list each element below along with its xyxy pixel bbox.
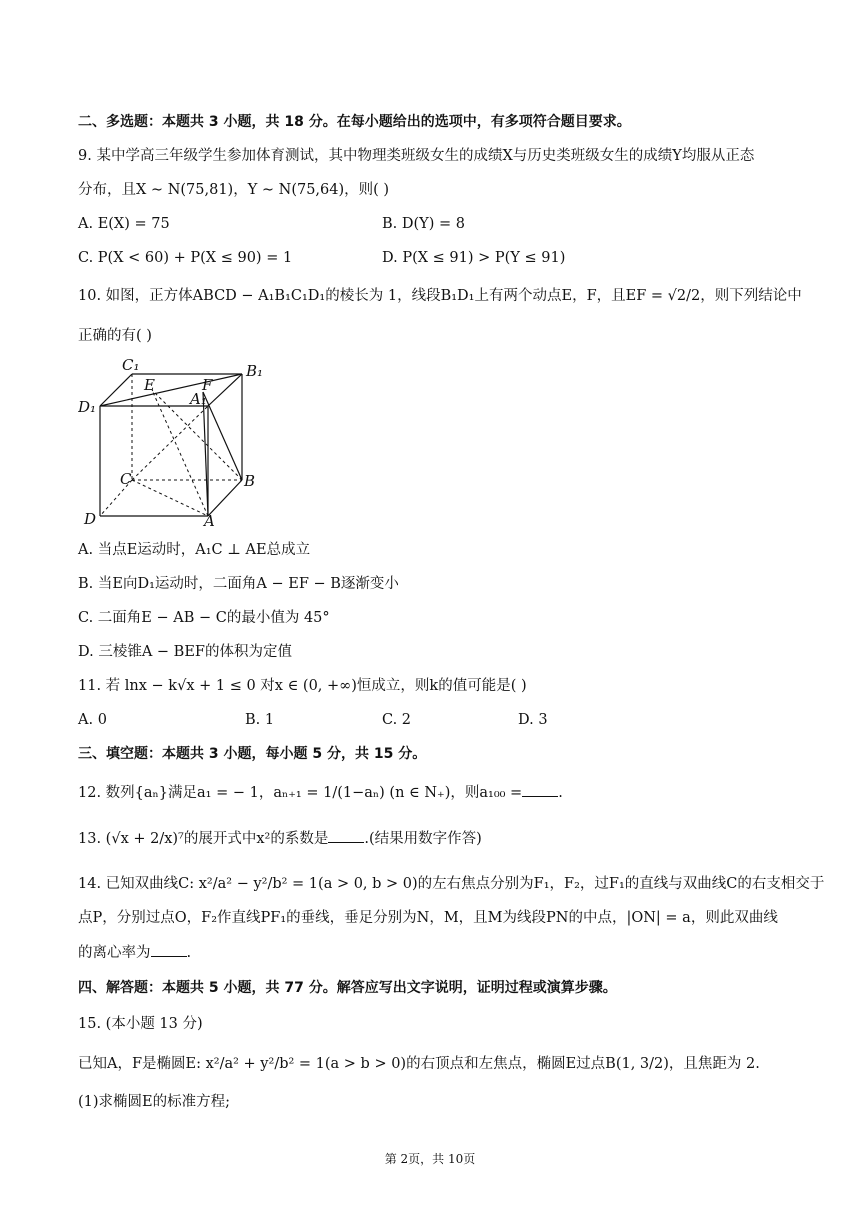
q12-stem [78, 782, 563, 803]
q10-stem-line2: 正确的有( ) [78, 328, 152, 344]
q14-end: . [186, 945, 192, 961]
q15-part1: (1)求椭圆E的标准方程; [78, 1094, 231, 1110]
q10-option-d: D. 三棱锥A − BEF的体积为定值 [78, 644, 292, 660]
section-fill-blank-heading: 三、填空题：本题共 3 小题，每小题 5 分，共 15 分。 [78, 746, 427, 762]
label-d1: D₁ [78, 398, 97, 416]
q9-option-c: C. P(X < 60) + P(X ≤ 90) = 1 [78, 250, 293, 266]
q11-option-c: C. 2 [382, 712, 412, 728]
label-c1: C₁ [122, 356, 140, 374]
q9-stem-line2: 分布，且X ∼ N(75,81)，Y ∼ N(75,64)，则( ) [78, 182, 390, 198]
label-d: D [84, 510, 97, 526]
q11-option-b: B. 1 [245, 712, 275, 728]
section-multiple-choice-heading: 二、多选题：本题共 3 小题，共 18 分。在每小题给出的选项中，有多项符合题目要求。 [78, 114, 631, 130]
q11-stem: 11. 若 lnx − k√x + 1 ≤ 0 对x ∈ (0, +∞)恒成立，则k的值可能是( ) [78, 678, 527, 694]
q10-option-c: C. 二面角E − AB − C的最小值为 45° [78, 610, 330, 626]
cube-figure [78, 354, 268, 526]
q9-option-b: B. D(Y) = 8 [382, 216, 465, 232]
q12-text: 12. 数列{aₙ}满足a₁ = − 1，aₙ₊₁ = 1/(1−aₙ) (n ∈ N₊)，则a₁₀₀ = [78, 785, 523, 801]
label-a: A [204, 512, 215, 526]
q13-end: .(结果用数字作答) [364, 831, 482, 847]
q15-title: 15. (本小题 13 分) [78, 1016, 203, 1032]
label-b: B [244, 472, 256, 490]
label-b1: B₁ [246, 362, 264, 380]
q14-stem-line1: 14. 已知双曲线C: x²/a² − y²/b² = 1(a > 0, b > 0)的左右焦点分别为F₁，F₂，过F₁的直线与双曲线C的右支相交于 [78, 876, 825, 892]
q9-option-d: D. P(X ≤ 91) > P(Y ≤ 91) [382, 250, 566, 266]
q12-end: . [558, 785, 563, 801]
label-f: F [202, 376, 213, 394]
q11-option-d: D. 3 [518, 712, 548, 728]
q14-stem-line2: 点P，分别过点O，F₂作直线PF₁的垂线，垂足分别为N，M，且M为线段PN的中点，|ON| = a，则此双曲线 [78, 910, 778, 926]
section-solution-heading: 四、解答题：本题共 5 小题，共 77 分。解答应写出文字说明，证明过程或演算步骤。 [78, 980, 617, 996]
q9-option-a: A. E(X) = 75 [78, 216, 170, 232]
q15-stem: 已知A，F是椭圆E: x²/a² + y²/b² = 1(a > b > 0)的右顶点和左焦点，椭圆E过点B(1, 3/2)，且焦距为 2. [78, 1056, 760, 1072]
label-a1: A₁ [190, 390, 207, 408]
q13-text: 13. (√x + 2/x)⁷的展开式中x²的系数是 [78, 831, 329, 847]
q14-text-line3: 的离心率为 [78, 945, 151, 961]
q14-stem-line3 [78, 942, 191, 963]
q12-answer-blank[interactable] [522, 782, 558, 797]
label-c: C [120, 470, 132, 488]
q10-option-b: B. 当E向D₁运动时，二面角A − EF − B逐渐变小 [78, 576, 399, 592]
label-e: E [144, 376, 155, 394]
q13-answer-blank[interactable] [328, 828, 364, 843]
q11-option-a: A. 0 [78, 712, 107, 728]
q13-stem [78, 828, 482, 849]
q10-stem-line1: 10. 如图，正方体ABCD − A₁B₁C₁D₁的棱长为 1，线段B₁D₁上有两个动点E，F，且EF = √2/2，则下列结论中 [78, 288, 802, 304]
q14-answer-blank[interactable] [151, 942, 187, 957]
q9-stem-line1: 9. 某中学高三年级学生参加体育测试，其中物理类班级女生的成绩X与历史类班级女生的成绩Y均服从正态 [78, 148, 755, 164]
page-footer: 第 2页，共 10页 [384, 1152, 476, 1166]
q10-option-a: A. 当点E运动时，A₁C ⊥ AE总成立 [78, 542, 311, 558]
